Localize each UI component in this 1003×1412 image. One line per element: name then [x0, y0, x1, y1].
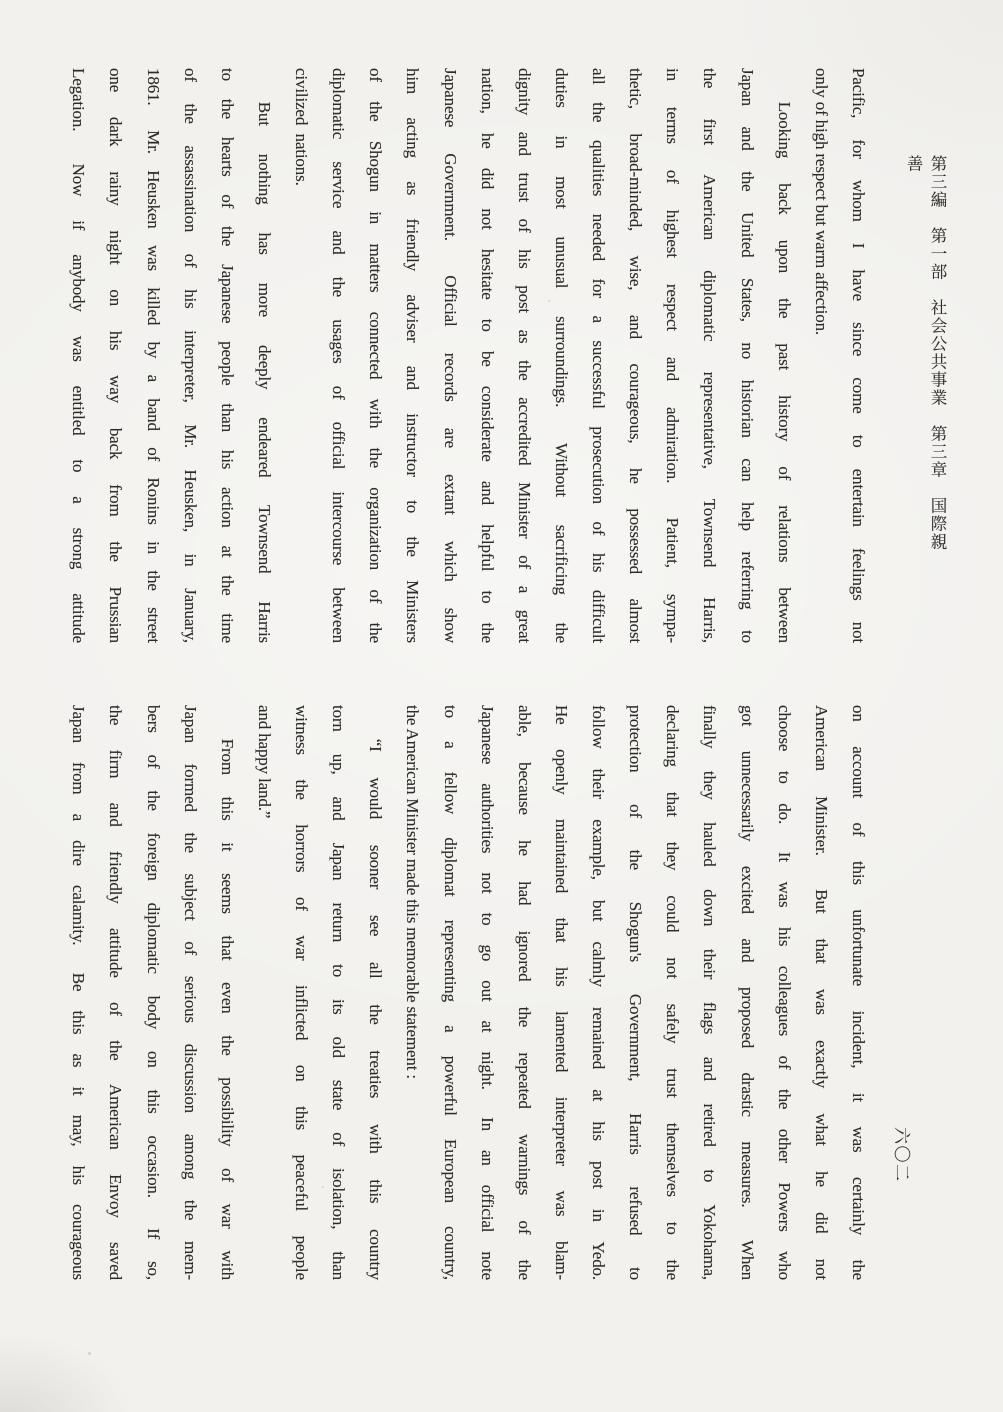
scan-speck [548, 300, 550, 302]
text-line: civilized nations. [292, 68, 312, 186]
running-head-kanji: 第三編 第一部 社会公共事業 第三章 国際親善 [904, 155, 947, 551]
text-line: choose to do. It was his colleagues of the other Powers who [774, 705, 794, 1280]
text-line: Japan formed the subject of serious discussion among the mem- [180, 705, 200, 1280]
text-line: torn up, and Japan return to its old state of isolation, than [329, 705, 349, 1280]
text-line: duties in most unusual surroundings. Without sacrificing the [552, 68, 571, 643]
text-line: the American Minister made this memorable statement : [403, 705, 423, 1079]
text-line: of the Shogun in matters connected with the organization of the [366, 68, 386, 643]
text-line: finally they hauled down their flags and retired to Yokohama, [700, 705, 720, 1280]
text-line: to the hearts of the Japanese people than his action at the time [217, 68, 237, 643]
text-line: follow their example, but calmly remained at his post in Yedo. [589, 705, 609, 1280]
text-line: and happy land.” [255, 705, 274, 819]
text-line: Looking back upon the past history of relations between [774, 68, 794, 643]
text-line: “I would sooner see all the treaties with this country [366, 705, 386, 1280]
text-line: Legation. Now if anybody was entitled to a strong attitude [69, 68, 89, 643]
text-line: witness the horrors of war inflicted on this peaceful people [292, 705, 312, 1280]
text-line: Pacific, for whom I have since come to entertain feelings not [849, 68, 868, 643]
text-line: able, because he had ignored the repeated warnings of the [514, 705, 534, 1280]
text-line: only of high respect but warm affection. [811, 68, 831, 336]
text-line: protection of the Shogun's Government, Harris refused to [626, 705, 646, 1280]
text-line: 1861. Mr. Heusken was killed by a band of Ronins in the street [143, 68, 163, 643]
text-line: American Minister. But that was exactly what he did not [811, 705, 831, 1280]
page-number: 六〇二 [892, 1127, 911, 1183]
text-line: Japanese Government. Official records are extant which show [440, 68, 460, 643]
text-line: bers of the foreign diplomatic body on this occasion. If so, [143, 705, 163, 1280]
text-line: got unnecessarily excited and proposed drastic measures. When [737, 705, 757, 1280]
text-line: diplomatic service and the usages of official intercourse between [329, 68, 349, 643]
text-line: Japanese authorities not to go out at night. In an official note [477, 705, 497, 1280]
text-line: Japan from a dire calamity. Be this as it may, his courageous [69, 705, 89, 1280]
text-line: to a fellow diplomat representing a powerful European country, [440, 705, 460, 1280]
text-line: of the assassination of his interpreter, Mr. Heusken, in January, [180, 68, 200, 643]
text-line: Japan and the United States, no historian can help referring to [737, 68, 757, 643]
text-line: all the qualities needed for a successful prosecution of his difficult [589, 68, 609, 643]
text-block-upper [60, 68, 877, 643]
text-line: He openly maintained that his lamented interpreter was blam- [552, 705, 571, 1280]
scan-speck [322, 1186, 324, 1188]
text-line: the first American diplomatic representative, Townsend Harris, [700, 68, 720, 643]
text-line: in terms of highest respect and admiration. Patient, sympa- [663, 68, 683, 643]
text-line: the firm and friendly attitude of the American Envoy saved [106, 705, 126, 1280]
text-line: dignity and trust of his post as the accredited Minister of a great [514, 68, 534, 643]
text-line: on account of this unfortunate incident, it was certainly the [849, 705, 868, 1280]
text-line: From this it seems that even the possibility of war with [217, 705, 237, 1280]
text-block-lower [60, 705, 877, 1280]
text-line: nation, he did not hesitate to be considerate and helpful to the [477, 68, 497, 643]
text-line: thetic, broad-minded, wise, and courageous, he possessed almost [626, 68, 646, 643]
text-line: But nothing has more deeply endeared Townsend Harris [255, 68, 274, 643]
text-line: declaring that they could not safely trust themselves to the [663, 705, 683, 1280]
text-line: one dark rainy night on his way back from the Prussian [106, 68, 126, 643]
scan-smudge [0, 1325, 145, 1412]
text-line: him acting as friendly adviser and instructor to the Ministers [403, 68, 423, 643]
scan-speck [88, 1352, 91, 1355]
